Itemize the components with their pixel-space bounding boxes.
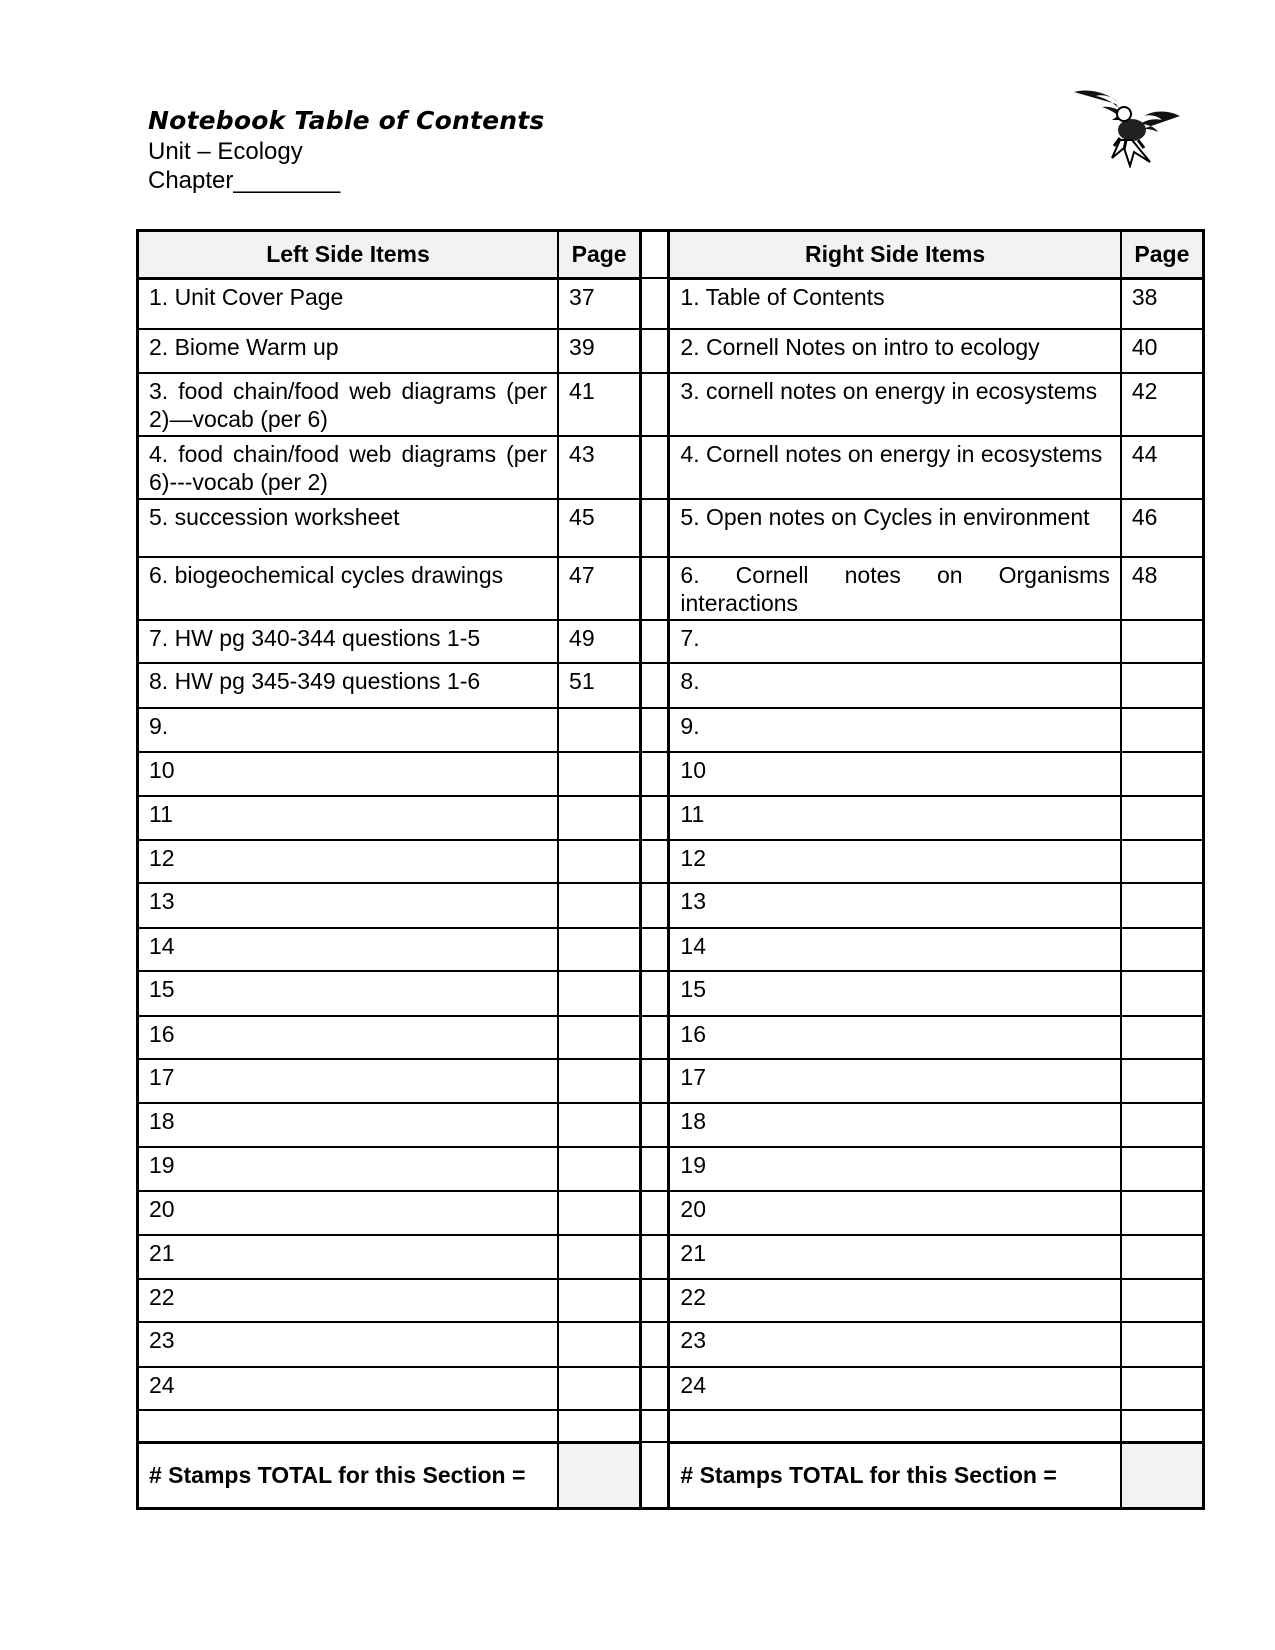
column-divider [641, 1279, 669, 1322]
table-row [138, 1147, 1204, 1191]
right-item-cell: 1. Table of Contents [669, 278, 1121, 329]
right-side-header: Right Side Items [669, 231, 1121, 279]
column-divider [641, 752, 669, 795]
table-row [138, 663, 1204, 707]
right-item-cell: 3. cornell notes on energy in ecosystems [669, 373, 1121, 436]
right-page-cell: 46 [1121, 499, 1204, 557]
left-page-header: Page [558, 231, 641, 279]
right-page-cell [1121, 971, 1204, 1015]
left-item-cell: 21 [138, 1235, 559, 1279]
right-page-cell [1121, 1367, 1204, 1410]
table-row [138, 1322, 1204, 1366]
left-page-cell [558, 840, 641, 883]
column-divider [641, 1147, 669, 1191]
right-stamps-total-label: # Stamps TOTAL for this Section = [669, 1442, 1121, 1508]
right-page-header: Page [1121, 231, 1204, 279]
left-page-cell [558, 1059, 641, 1103]
right-page-cell: 38 [1121, 278, 1204, 329]
stamps-total-row [138, 1442, 1204, 1508]
left-page-cell [558, 1016, 641, 1059]
table-row [138, 557, 1204, 620]
right-item-cell: 5. Open notes on Cycles in environment [669, 499, 1121, 557]
table-row [138, 278, 1204, 329]
right-page-cell [1121, 1016, 1204, 1059]
right-item-cell: 18 [669, 1103, 1121, 1146]
right-page-cell: 48 [1121, 557, 1204, 620]
right-item-cell: 4. Cornell notes on energy in ecosystems [669, 436, 1121, 499]
left-item-cell: 8. HW pg 345-349 questions 1-6 [138, 663, 559, 707]
table-row [138, 1059, 1204, 1103]
left-item-cell: 7. HW pg 340-344 questions 1-5 [138, 620, 559, 663]
table-row [138, 1191, 1204, 1234]
left-item-cell: 4. food chain/food web diagrams (per 6)---vocab (per 2) [138, 436, 559, 499]
right-page-cell [1121, 1235, 1204, 1279]
right-item-cell: 16 [669, 1016, 1121, 1059]
column-divider [641, 620, 669, 663]
left-page-cell: 51 [558, 663, 641, 707]
left-item-cell: 16 [138, 1016, 559, 1059]
column-divider [641, 1410, 669, 1442]
right-item-cell: 15 [669, 971, 1121, 1015]
right-item-cell: 22 [669, 1279, 1121, 1322]
column-divider [641, 796, 669, 840]
left-page-cell [558, 971, 641, 1015]
column-divider [641, 373, 669, 436]
column-divider [641, 1191, 669, 1234]
column-divider [641, 883, 669, 927]
right-page-cell [1121, 840, 1204, 883]
left-page-cell [558, 1103, 641, 1146]
left-item-cell: 22 [138, 1279, 559, 1322]
column-divider [641, 499, 669, 557]
left-page-cell [558, 1191, 641, 1234]
left-item-cell: 11 [138, 796, 559, 840]
left-item-cell [138, 1410, 559, 1442]
left-page-cell [558, 796, 641, 840]
table-row [138, 708, 1204, 752]
right-page-cell [1121, 1103, 1204, 1146]
right-item-cell: 23 [669, 1322, 1121, 1366]
left-item-cell: 5. succession worksheet [138, 499, 559, 557]
left-item-cell: 3. food chain/food web diagrams (per 2)—vocab (per 6) [138, 373, 559, 436]
right-item-cell: 11 [669, 796, 1121, 840]
chapter-label: Chapter________ [148, 167, 341, 194]
right-item-cell: 20 [669, 1191, 1121, 1234]
left-page-cell: 39 [558, 329, 641, 373]
right-page-cell: 42 [1121, 373, 1204, 436]
right-item-cell: 10 [669, 752, 1121, 795]
right-page-cell: 40 [1121, 329, 1204, 373]
left-item-cell: 18 [138, 1103, 559, 1146]
left-item-cell: 19 [138, 1147, 559, 1191]
right-item-cell: 21 [669, 1235, 1121, 1279]
right-item-cell: 12 [669, 840, 1121, 883]
left-page-cell [558, 1235, 641, 1279]
right-stamps-total-field [1121, 1442, 1204, 1508]
table-row [138, 1279, 1204, 1322]
column-divider [641, 1103, 669, 1146]
table-row [138, 883, 1204, 927]
column-divider [641, 557, 669, 620]
left-item-cell: 9. [138, 708, 559, 752]
right-item-cell: 2. Cornell Notes on intro to ecology [669, 329, 1121, 373]
right-item-cell: 13 [669, 883, 1121, 927]
left-page-cell [558, 1322, 641, 1366]
column-divider [641, 1442, 669, 1508]
left-page-cell: 45 [558, 499, 641, 557]
right-page-cell: 44 [1121, 436, 1204, 499]
left-item-cell: 1. Unit Cover Page [138, 278, 559, 329]
right-item-cell: 8. [669, 663, 1121, 707]
table-row [138, 1367, 1204, 1410]
column-divider [641, 1322, 669, 1366]
table-row [138, 620, 1204, 663]
right-item-cell: 17 [669, 1059, 1121, 1103]
right-item-cell: 19 [669, 1147, 1121, 1191]
left-item-cell: 2. Biome Warm up [138, 329, 559, 373]
left-page-cell [558, 883, 641, 927]
right-page-cell [1121, 620, 1204, 663]
right-item-cell: 24 [669, 1367, 1121, 1410]
left-page-cell: 49 [558, 620, 641, 663]
document-title: Notebook Table of Contents [148, 106, 545, 135]
left-item-cell: 10 [138, 752, 559, 795]
left-page-cell [558, 1279, 641, 1322]
right-page-cell [1121, 752, 1204, 795]
column-divider [641, 840, 669, 883]
left-page-cell [558, 928, 641, 971]
column-divider [641, 1367, 669, 1410]
left-item-cell: 15 [138, 971, 559, 1015]
column-divider [641, 928, 669, 971]
table-row [138, 752, 1204, 795]
right-page-cell [1121, 663, 1204, 707]
table-row [138, 1016, 1204, 1059]
column-divider [641, 971, 669, 1015]
table-of-contents [136, 229, 1205, 1510]
column-divider [641, 436, 669, 499]
left-item-cell: 12 [138, 840, 559, 883]
left-item-cell: 17 [138, 1059, 559, 1103]
column-divider [641, 329, 669, 373]
left-side-header: Left Side Items [138, 231, 559, 279]
left-page-cell [558, 1147, 641, 1191]
right-item-cell: 6. Cornell notes on Organisms interactions [669, 557, 1121, 620]
column-divider [641, 1235, 669, 1279]
left-item-cell: 13 [138, 883, 559, 927]
right-item-cell: 14 [669, 928, 1121, 971]
right-page-cell [1121, 1191, 1204, 1234]
table-row [138, 928, 1204, 971]
right-page-cell [1121, 1059, 1204, 1103]
right-page-cell [1121, 1279, 1204, 1322]
right-item-cell: 9. [669, 708, 1121, 752]
left-item-cell: 6. biogeochemical cycles drawings [138, 557, 559, 620]
document-header [148, 108, 544, 195]
left-stamps-total-label: # Stamps TOTAL for this Section = [138, 1442, 559, 1508]
table-row [138, 499, 1204, 557]
left-page-cell: 41 [558, 373, 641, 436]
right-item-cell: 7. [669, 620, 1121, 663]
left-page-cell [558, 752, 641, 795]
right-page-cell [1121, 928, 1204, 971]
column-divider [641, 1059, 669, 1103]
table-row [138, 796, 1204, 840]
right-item-cell [669, 1410, 1121, 1442]
column-divider [641, 708, 669, 752]
right-page-cell [1121, 883, 1204, 927]
right-page-cell [1121, 708, 1204, 752]
table-row [138, 1410, 1204, 1442]
column-divider [641, 278, 669, 329]
right-page-cell [1121, 1147, 1204, 1191]
table-row [138, 373, 1204, 436]
table-row [138, 971, 1204, 1015]
left-page-cell: 37 [558, 278, 641, 329]
table-row [138, 840, 1204, 883]
left-page-cell [558, 708, 641, 752]
right-page-cell [1121, 796, 1204, 840]
table-row [138, 436, 1204, 499]
left-page-cell [558, 1367, 641, 1410]
left-item-cell: 24 [138, 1367, 559, 1410]
left-item-cell: 14 [138, 928, 559, 971]
left-item-cell: 20 [138, 1191, 559, 1234]
left-stamps-total-field [558, 1442, 641, 1508]
left-page-cell: 43 [558, 436, 641, 499]
table-header-row [138, 231, 1204, 279]
right-page-cell [1121, 1322, 1204, 1366]
unit-label: Unit – Ecology [148, 138, 303, 165]
left-page-cell: 47 [558, 557, 641, 620]
eagle-icon [1072, 86, 1182, 168]
column-divider [641, 1016, 669, 1059]
left-item-cell: 23 [138, 1322, 559, 1366]
column-divider [641, 663, 669, 707]
table-row [138, 329, 1204, 373]
table-row [138, 1235, 1204, 1279]
table-row [138, 1103, 1204, 1146]
left-page-cell [558, 1410, 641, 1442]
column-divider [641, 231, 669, 279]
right-page-cell [1121, 1410, 1204, 1442]
